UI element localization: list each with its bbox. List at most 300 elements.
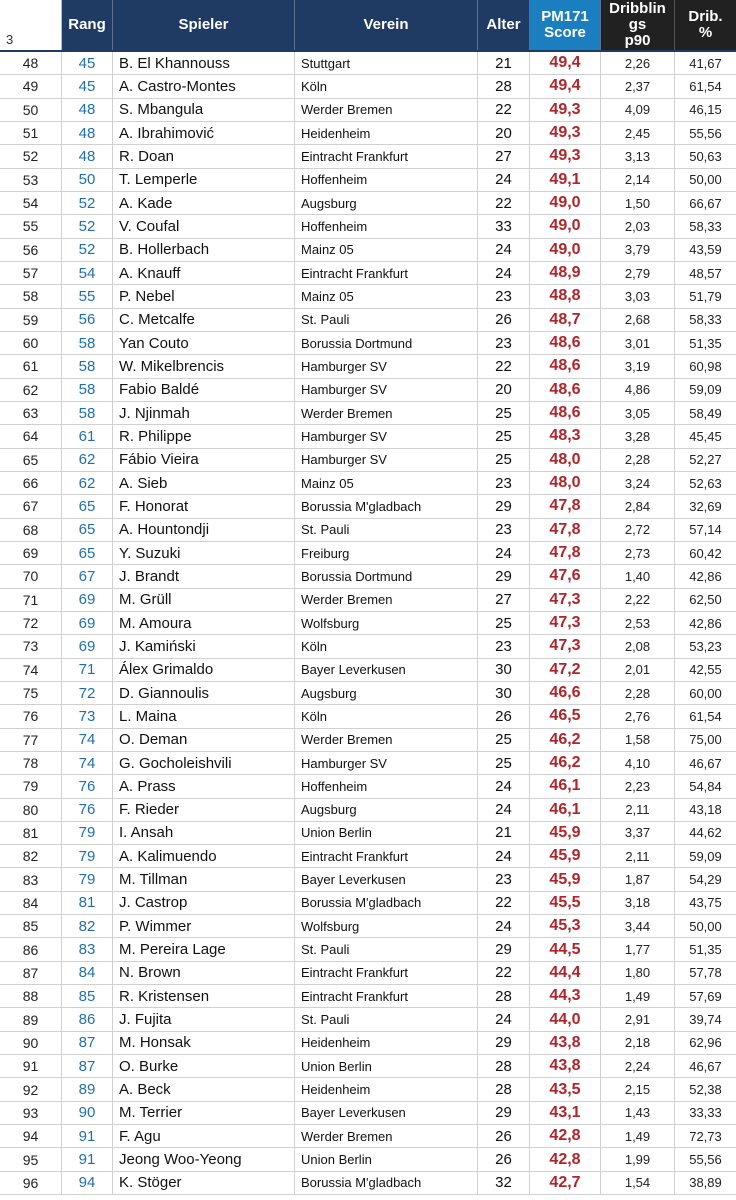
column-header-pm171-score[interactable]: [530, 0, 601, 50]
pm171-score-cell[interactable]: 44,5: [530, 938, 601, 960]
alter-cell[interactable]: 33: [478, 215, 530, 237]
row-index[interactable]: 55: [0, 215, 62, 237]
verein-cell[interactable]: Augsburg: [295, 799, 478, 821]
rang-cell[interactable]: 54: [62, 262, 113, 284]
spieler-cell[interactable]: Yan Couto: [113, 332, 295, 354]
table-row[interactable]: [0, 1125, 736, 1148]
spieler-cell[interactable]: F. Honorat: [113, 495, 295, 517]
drib-pct-cell[interactable]: 39,74: [689, 1012, 722, 1028]
verein-cell[interactable]: Hamburger SV: [295, 355, 478, 377]
verein-cell[interactable]: Hamburger SV: [295, 425, 478, 447]
verein-cell[interactable]: Mainz 05: [295, 285, 478, 307]
dribblings-p90-cell[interactable]: 2,14: [601, 169, 675, 191]
table-row[interactable]: [0, 985, 736, 1008]
verein-cell[interactable]: Werder Bremen: [295, 589, 478, 611]
row-index[interactable]: 74: [0, 659, 62, 681]
table-row[interactable]: [0, 612, 736, 635]
alter-cell[interactable]: 22: [478, 192, 530, 214]
dribblings-p90-cell[interactable]: 2,72: [601, 519, 675, 541]
alter-cell[interactable]: 21: [478, 822, 530, 844]
dribblings-p90-cell[interactable]: 2,26: [601, 52, 675, 74]
verein-cell[interactable]: Bayer Leverkusen: [295, 868, 478, 890]
pm171-score-cell[interactable]: 48,9: [530, 262, 601, 284]
pm171-score-cell[interactable]: 48,0: [530, 449, 601, 471]
pm171-score-cell[interactable]: 49,3: [530, 122, 601, 144]
dribblings-p90-cell[interactable]: 3,18: [601, 892, 675, 914]
pm171-score-cell[interactable]: 48,8: [530, 285, 601, 307]
spieler-cell[interactable]: K. Stöger: [113, 1172, 295, 1194]
row-index[interactable]: 95: [0, 1148, 62, 1170]
row-index[interactable]: 78: [0, 752, 62, 774]
pm171-score-cell[interactable]: 49,0: [530, 215, 601, 237]
pm171-score-cell[interactable]: 46,1: [530, 775, 601, 797]
pm171-score-cell[interactable]: 47,2: [530, 659, 601, 681]
verein-cell[interactable]: Eintracht Frankfurt: [295, 985, 478, 1007]
rang-cell[interactable]: 91: [62, 1125, 113, 1147]
dribblings-p90-cell[interactable]: 2,22: [601, 589, 675, 611]
alter-cell[interactable]: 23: [478, 519, 530, 541]
dribblings-p90-cell[interactable]: 2,01: [601, 659, 675, 681]
verein-cell[interactable]: Werder Bremen: [295, 402, 478, 424]
dribblings-p90-cell[interactable]: 2,84: [601, 495, 675, 517]
pm171-score-cell[interactable]: 43,8: [530, 1055, 601, 1077]
alter-cell[interactable]: 27: [478, 145, 530, 167]
column-header-rang[interactable]: Rang: [62, 0, 113, 50]
rang-cell[interactable]: 52: [62, 215, 113, 237]
rang-cell[interactable]: 72: [62, 682, 113, 704]
rang-cell[interactable]: 82: [62, 915, 113, 937]
rang-cell[interactable]: 50: [62, 169, 113, 191]
table-row[interactable]: [0, 332, 736, 355]
alter-cell[interactable]: 22: [478, 892, 530, 914]
table-row[interactable]: [0, 822, 736, 845]
pm171-score-cell[interactable]: 49,0: [530, 239, 601, 261]
row-index[interactable]: 69: [0, 542, 62, 564]
drib-pct-cell[interactable]: 50,00: [689, 918, 722, 934]
drib-pct-cell[interactable]: 60,98: [689, 358, 722, 374]
dribblings-p90-cell[interactable]: 1,54: [601, 1172, 675, 1194]
rang-cell[interactable]: 74: [62, 752, 113, 774]
alter-cell[interactable]: 23: [478, 332, 530, 354]
dribblings-p90-cell[interactable]: 3,79: [601, 239, 675, 261]
pm171-score-cell[interactable]: 45,5: [530, 892, 601, 914]
row-index[interactable]: 58: [0, 285, 62, 307]
alter-cell[interactable]: 23: [478, 285, 530, 307]
verein-cell[interactable]: Köln: [295, 635, 478, 657]
rang-cell[interactable]: 91: [62, 1148, 113, 1170]
dribblings-p90-cell[interactable]: 2,76: [601, 705, 675, 727]
pm171-score-cell[interactable]: 47,6: [530, 565, 601, 587]
spieler-cell[interactable]: G. Gocholeishvili: [113, 752, 295, 774]
rang-cell[interactable]: 58: [62, 402, 113, 424]
pm171-score-cell[interactable]: 49,3: [530, 145, 601, 167]
drib-pct-cell[interactable]: 53,23: [689, 638, 722, 654]
drib-pct-cell[interactable]: 45,45: [689, 428, 722, 444]
verein-cell[interactable]: Heidenheim: [295, 1078, 478, 1100]
table-row[interactable]: [0, 868, 736, 891]
alter-cell[interactable]: 26: [478, 1125, 530, 1147]
verein-cell[interactable]: Wolfsburg: [295, 915, 478, 937]
drib-pct-cell[interactable]: 54,29: [689, 872, 722, 888]
verein-cell[interactable]: Mainz 05: [295, 472, 478, 494]
row-index[interactable]: 96: [0, 1172, 62, 1194]
alter-cell[interactable]: 22: [478, 962, 530, 984]
dribblings-p90-cell[interactable]: 2,03: [601, 215, 675, 237]
table-row[interactable]: [0, 169, 736, 192]
dribblings-p90-cell[interactable]: 1,99: [601, 1148, 675, 1170]
row-index[interactable]: 87: [0, 962, 62, 984]
row-index[interactable]: 86: [0, 938, 62, 960]
table-row[interactable]: [0, 1102, 736, 1125]
row-index[interactable]: 71: [0, 589, 62, 611]
dribblings-p90-cell[interactable]: 3,44: [601, 915, 675, 937]
verein-cell[interactable]: Augsburg: [295, 682, 478, 704]
verein-cell[interactable]: Union Berlin: [295, 1055, 478, 1077]
table-row[interactable]: [0, 915, 736, 938]
spieler-cell[interactable]: A. Ibrahimović: [113, 122, 295, 144]
rang-cell[interactable]: 62: [62, 449, 113, 471]
drib-pct-cell[interactable]: 51,35: [689, 335, 722, 351]
alter-cell[interactable]: 24: [478, 775, 530, 797]
row-index[interactable]: 61: [0, 355, 62, 377]
dribblings-p90-cell[interactable]: 2,68: [601, 309, 675, 331]
table-row[interactable]: [0, 1172, 736, 1195]
verein-cell[interactable]: Heidenheim: [295, 122, 478, 144]
drib-pct-cell[interactable]: 61,54: [689, 708, 722, 724]
table-row[interactable]: [0, 799, 736, 822]
rang-cell[interactable]: 45: [62, 75, 113, 97]
table-row[interactable]: [0, 1078, 736, 1101]
drib-pct-cell[interactable]: 43,75: [689, 895, 722, 911]
dribblings-p90-cell[interactable]: 1,43: [601, 1102, 675, 1124]
row-index[interactable]: 93: [0, 1102, 62, 1124]
drib-pct-cell[interactable]: 43,18: [689, 802, 722, 818]
table-row[interactable]: [0, 729, 736, 752]
pm171-score-cell[interactable]: 49,1: [530, 169, 601, 191]
spieler-cell[interactable]: N. Brown: [113, 962, 295, 984]
drib-pct-cell[interactable]: 72,73: [689, 1128, 722, 1144]
drib-pct-cell[interactable]: 51,35: [689, 942, 722, 958]
dribblings-p90-cell[interactable]: 4,86: [601, 379, 675, 401]
pm171-score-cell[interactable]: 49,4: [530, 52, 601, 74]
spieler-cell[interactable]: J. Njinmah: [113, 402, 295, 424]
alter-cell[interactable]: 25: [478, 425, 530, 447]
verein-cell[interactable]: St. Pauli: [295, 519, 478, 541]
spieler-cell[interactable]: J. Fujita: [113, 1008, 295, 1030]
verein-cell[interactable]: Bayer Leverkusen: [295, 1102, 478, 1124]
drib-pct-cell[interactable]: 58,49: [689, 405, 722, 421]
dribblings-p90-cell[interactable]: 2,45: [601, 122, 675, 144]
rang-cell[interactable]: 87: [62, 1032, 113, 1054]
spieler-cell[interactable]: R. Doan: [113, 145, 295, 167]
spieler-cell[interactable]: O. Burke: [113, 1055, 295, 1077]
table-row[interactable]: [0, 542, 736, 565]
table-row[interactable]: [0, 1055, 736, 1078]
row-index[interactable]: 56: [0, 239, 62, 261]
dribblings-p90-cell[interactable]: 3,01: [601, 332, 675, 354]
dribblings-p90-cell[interactable]: 1,50: [601, 192, 675, 214]
rang-cell[interactable]: 58: [62, 355, 113, 377]
row-index[interactable]: 84: [0, 892, 62, 914]
alter-cell[interactable]: 20: [478, 379, 530, 401]
row-index[interactable]: 76: [0, 705, 62, 727]
row-index[interactable]: 77: [0, 729, 62, 751]
rang-cell[interactable]: 67: [62, 565, 113, 587]
rang-cell[interactable]: 65: [62, 519, 113, 541]
rang-cell[interactable]: 62: [62, 472, 113, 494]
column-header-alter[interactable]: Alter: [478, 0, 530, 50]
dribblings-p90-cell[interactable]: 1,77: [601, 938, 675, 960]
table-row[interactable]: [0, 1008, 736, 1031]
drib-pct-cell[interactable]: 59,09: [689, 848, 722, 864]
alter-cell[interactable]: 23: [478, 868, 530, 890]
row-index[interactable]: 62: [0, 379, 62, 401]
spieler-cell[interactable]: M. Tillman: [113, 868, 295, 890]
spieler-cell[interactable]: A. Kalimuendo: [113, 845, 295, 867]
row-index[interactable]: 75: [0, 682, 62, 704]
table-row[interactable]: [0, 1148, 736, 1171]
row-index[interactable]: 91: [0, 1055, 62, 1077]
drib-pct-cell[interactable]: 44,62: [689, 825, 722, 841]
pm171-score-cell[interactable]: 44,4: [530, 962, 601, 984]
alter-cell[interactable]: 25: [478, 402, 530, 424]
table-row[interactable]: [0, 192, 736, 215]
verein-cell[interactable]: Eintracht Frankfurt: [295, 845, 478, 867]
alter-cell[interactable]: 24: [478, 1008, 530, 1030]
row-index[interactable]: 79: [0, 775, 62, 797]
pm171-score-cell[interactable]: 47,8: [530, 495, 601, 517]
column-header-verein[interactable]: Verein: [295, 0, 478, 50]
rang-cell[interactable]: 79: [62, 822, 113, 844]
spieler-cell[interactable]: I. Ansah: [113, 822, 295, 844]
alter-cell[interactable]: 29: [478, 565, 530, 587]
spieler-cell[interactable]: V. Coufal: [113, 215, 295, 237]
row-index[interactable]: 90: [0, 1032, 62, 1054]
alter-cell[interactable]: 27: [478, 589, 530, 611]
table-row[interactable]: [0, 425, 736, 448]
row-index[interactable]: 66: [0, 472, 62, 494]
spieler-cell[interactable]: S. Mbangula: [113, 99, 295, 121]
pm171-score-cell[interactable]: 46,2: [530, 729, 601, 751]
dribblings-p90-cell[interactable]: 1,49: [601, 1125, 675, 1147]
spieler-cell[interactable]: B. Hollerbach: [113, 239, 295, 261]
drib-pct-cell[interactable]: 61,54: [689, 78, 722, 94]
drib-pct-cell[interactable]: 58,33: [689, 312, 722, 328]
alter-cell[interactable]: 29: [478, 495, 530, 517]
pm171-score-cell[interactable]: 44,0: [530, 1008, 601, 1030]
row-index[interactable]: 80: [0, 799, 62, 821]
dribblings-p90-cell[interactable]: 3,13: [601, 145, 675, 167]
alter-cell[interactable]: 30: [478, 682, 530, 704]
table-row[interactable]: [0, 145, 736, 168]
rang-cell[interactable]: 73: [62, 705, 113, 727]
table-row[interactable]: [0, 962, 736, 985]
table-row[interactable]: [0, 355, 736, 378]
spieler-cell[interactable]: Jeong Woo-Yeong: [113, 1148, 295, 1170]
alter-cell[interactable]: 22: [478, 355, 530, 377]
pm171-score-cell[interactable]: 46,6: [530, 682, 601, 704]
rang-cell[interactable]: 56: [62, 309, 113, 331]
pm171-score-cell[interactable]: 48,6: [530, 355, 601, 377]
row-index[interactable]: 88: [0, 985, 62, 1007]
row-index[interactable]: 50: [0, 99, 62, 121]
pm171-score-cell[interactable]: 47,3: [530, 635, 601, 657]
pm171-score-cell[interactable]: 45,9: [530, 822, 601, 844]
alter-cell[interactable]: 30: [478, 659, 530, 681]
spieler-cell[interactable]: W. Mikelbrencis: [113, 355, 295, 377]
verein-cell[interactable]: Borussia M'gladbach: [295, 495, 478, 517]
verein-cell[interactable]: Hoffenheim: [295, 169, 478, 191]
table-row[interactable]: [0, 635, 736, 658]
column-header-dribblings-p90[interactable]: [601, 0, 675, 50]
table-row[interactable]: [0, 495, 736, 518]
drib-pct-cell[interactable]: 55,56: [689, 125, 722, 141]
spieler-cell[interactable]: M. Terrier: [113, 1102, 295, 1124]
rang-cell[interactable]: 76: [62, 775, 113, 797]
rang-cell[interactable]: 58: [62, 379, 113, 401]
dribblings-p90-cell[interactable]: 1,40: [601, 565, 675, 587]
row-index[interactable]: 59: [0, 309, 62, 331]
rang-cell[interactable]: 86: [62, 1008, 113, 1030]
dribblings-p90-cell[interactable]: 2,53: [601, 612, 675, 634]
row-index[interactable]: 94: [0, 1125, 62, 1147]
pm171-score-cell[interactable]: 49,0: [530, 192, 601, 214]
row-index[interactable]: 51: [0, 122, 62, 144]
pm171-score-cell[interactable]: 49,4: [530, 75, 601, 97]
rang-cell[interactable]: 65: [62, 542, 113, 564]
row-index-header[interactable]: 3: [0, 0, 62, 50]
alter-cell[interactable]: 24: [478, 845, 530, 867]
pm171-score-cell[interactable]: 45,9: [530, 845, 601, 867]
verein-cell[interactable]: Borussia Dortmund: [295, 332, 478, 354]
rang-cell[interactable]: 85: [62, 985, 113, 1007]
rang-cell[interactable]: 52: [62, 192, 113, 214]
table-row[interactable]: [0, 122, 736, 145]
drib-pct-cell[interactable]: 46,15: [689, 102, 722, 118]
alter-cell[interactable]: 23: [478, 635, 530, 657]
verein-cell[interactable]: Hamburger SV: [295, 449, 478, 471]
alter-cell[interactable]: 25: [478, 729, 530, 751]
table-row[interactable]: [0, 239, 736, 262]
verein-cell[interactable]: Freiburg: [295, 542, 478, 564]
verein-cell[interactable]: Wolfsburg: [295, 612, 478, 634]
dribblings-p90-cell[interactable]: 1,58: [601, 729, 675, 751]
rang-cell[interactable]: 94: [62, 1172, 113, 1194]
dribblings-p90-cell[interactable]: 2,15: [601, 1078, 675, 1100]
row-index[interactable]: 60: [0, 332, 62, 354]
rang-cell[interactable]: 76: [62, 799, 113, 821]
alter-cell[interactable]: 24: [478, 542, 530, 564]
table-row[interactable]: [0, 52, 736, 75]
rang-cell[interactable]: 84: [62, 962, 113, 984]
drib-pct-cell[interactable]: 52,27: [689, 452, 722, 468]
dribblings-p90-cell[interactable]: 2,18: [601, 1032, 675, 1054]
column-header-spieler[interactable]: Spieler: [113, 0, 295, 50]
verein-cell[interactable]: Borussia M'gladbach: [295, 892, 478, 914]
drib-pct-cell[interactable]: 41,67: [689, 55, 722, 71]
row-index[interactable]: 49: [0, 75, 62, 97]
verein-cell[interactable]: Union Berlin: [295, 1148, 478, 1170]
spieler-cell[interactable]: Fabio Baldé: [113, 379, 295, 401]
verein-cell[interactable]: St. Pauli: [295, 309, 478, 331]
spieler-cell[interactable]: L. Maina: [113, 705, 295, 727]
drib-pct-cell[interactable]: 46,67: [689, 755, 722, 771]
spieler-cell[interactable]: M. Amoura: [113, 612, 295, 634]
rang-cell[interactable]: 48: [62, 99, 113, 121]
dribblings-p90-cell[interactable]: 2,79: [601, 262, 675, 284]
rang-cell[interactable]: 45: [62, 52, 113, 74]
table-row[interactable]: [0, 659, 736, 682]
dribblings-p90-cell[interactable]: 1,49: [601, 985, 675, 1007]
table-row[interactable]: [0, 449, 736, 472]
row-index[interactable]: 70: [0, 565, 62, 587]
row-index[interactable]: 82: [0, 845, 62, 867]
table-row[interactable]: [0, 309, 736, 332]
alter-cell[interactable]: 25: [478, 612, 530, 634]
verein-cell[interactable]: Werder Bremen: [295, 99, 478, 121]
verein-cell[interactable]: Hoffenheim: [295, 775, 478, 797]
dribblings-p90-cell[interactable]: 2,11: [601, 845, 675, 867]
drib-pct-cell[interactable]: 60,00: [689, 685, 722, 701]
pm171-score-cell[interactable]: 42,8: [530, 1125, 601, 1147]
dribblings-p90-cell[interactable]: 2,73: [601, 542, 675, 564]
verein-cell[interactable]: Hamburger SV: [295, 752, 478, 774]
spieler-cell[interactable]: J. Kamiński: [113, 635, 295, 657]
table-row[interactable]: [0, 99, 736, 122]
spieler-cell[interactable]: R. Kristensen: [113, 985, 295, 1007]
table-row[interactable]: [0, 379, 736, 402]
spieler-cell[interactable]: A. Sieb: [113, 472, 295, 494]
drib-pct-cell[interactable]: 59,09: [689, 382, 722, 398]
spieler-cell[interactable]: T. Lemperle: [113, 169, 295, 191]
alter-cell[interactable]: 22: [478, 99, 530, 121]
row-index[interactable]: 65: [0, 449, 62, 471]
table-row[interactable]: [0, 565, 736, 588]
spieler-cell[interactable]: A. Prass: [113, 775, 295, 797]
pm171-score-cell[interactable]: 43,5: [530, 1078, 601, 1100]
spieler-cell[interactable]: A. Castro-Montes: [113, 75, 295, 97]
table-row[interactable]: [0, 938, 736, 961]
spieler-cell[interactable]: J. Castrop: [113, 892, 295, 914]
spieler-cell[interactable]: A. Kade: [113, 192, 295, 214]
drib-pct-cell[interactable]: 48,57: [689, 265, 722, 281]
rang-cell[interactable]: 65: [62, 495, 113, 517]
rang-cell[interactable]: 48: [62, 122, 113, 144]
pm171-score-cell[interactable]: 46,1: [530, 799, 601, 821]
drib-pct-cell[interactable]: 54,84: [689, 778, 722, 794]
row-index[interactable]: 57: [0, 262, 62, 284]
rang-cell[interactable]: 61: [62, 425, 113, 447]
dribblings-p90-cell[interactable]: 2,08: [601, 635, 675, 657]
drib-pct-cell[interactable]: 57,78: [689, 965, 722, 981]
alter-cell[interactable]: 29: [478, 938, 530, 960]
pm171-score-cell[interactable]: 48,0: [530, 472, 601, 494]
drib-pct-cell[interactable]: 32,69: [689, 498, 722, 514]
dribblings-p90-cell[interactable]: 4,10: [601, 752, 675, 774]
spieler-cell[interactable]: D. Giannoulis: [113, 682, 295, 704]
dribblings-p90-cell[interactable]: 2,28: [601, 449, 675, 471]
verein-cell[interactable]: Borussia Dortmund: [295, 565, 478, 587]
rang-cell[interactable]: 81: [62, 892, 113, 914]
table-row[interactable]: [0, 472, 736, 495]
dribblings-p90-cell[interactable]: 2,11: [601, 799, 675, 821]
verein-cell[interactable]: Köln: [295, 705, 478, 727]
row-index[interactable]: 72: [0, 612, 62, 634]
drib-pct-cell[interactable]: 38,89: [689, 1175, 722, 1191]
verein-cell[interactable]: Eintracht Frankfurt: [295, 262, 478, 284]
rang-cell[interactable]: 74: [62, 729, 113, 751]
dribblings-p90-cell[interactable]: 1,87: [601, 868, 675, 890]
